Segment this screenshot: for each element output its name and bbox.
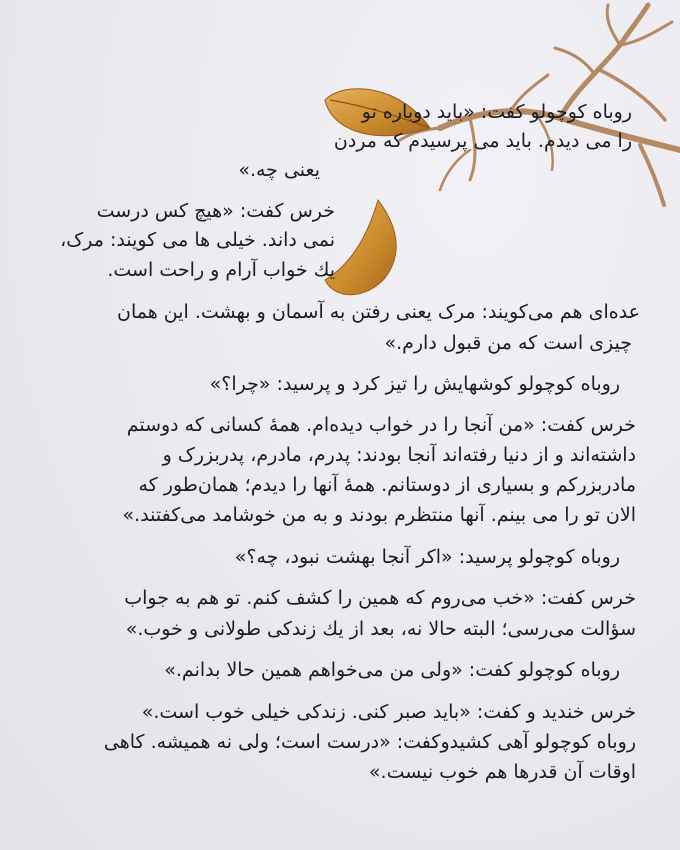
text-line-1: روباه کوچولو کفت: «باید دوباره تو bbox=[361, 101, 632, 123]
text-line-17: روباه کوچولو کفت: «ولی من می‌خواهم همین حالا بدانم.» bbox=[164, 659, 620, 681]
text-line-18: خرس خندید و کفت: «باید صبر کنی. زندکی خیلی خوب است.» bbox=[141, 701, 636, 723]
text-line-9: روباه کوچولو کوشهایش را تیز کرد و پرسید: «چرا؟» bbox=[209, 373, 620, 395]
text-line-10: خرس کفت: «من آنجا را در خواب دیده‌ام. همهٔ کسانی که دوستم bbox=[126, 414, 636, 436]
text-line-2: را می دیدم. باید می پرسیدم که مردن bbox=[333, 130, 632, 152]
text-line-20: اوقات آن قدرها هم خوب نیست.» bbox=[368, 761, 636, 783]
text-line-4: خرس کفت: «هیچ کس درست bbox=[96, 200, 335, 222]
text-line-7: عده‌ای هم می‌کویند: مرک یعنی رفتن به آسمان و بهشت. این همان bbox=[117, 301, 640, 323]
text-line-15: خرس کفت: «خب می‌روم که همین را کشف کنم. تو هم به جواب bbox=[124, 587, 636, 609]
autumn-branch-illustration bbox=[0, 0, 680, 320]
text-line-8: چیزی است که من قبول دارم.» bbox=[384, 332, 632, 354]
text-line-14: روباه کوچولو پرسید: «اکر آنجا بهشت نبود، چه؟» bbox=[234, 546, 620, 568]
text-line-5: نمی داند. خیلی ها می کویند: مرک، bbox=[60, 229, 335, 251]
text-line-6: یك خواب آرام و راحت است. bbox=[107, 259, 335, 281]
text-line-12: مادربزرکم و بسیاری از دوستانم. همهٔ آنها را دیدم؛ همان‌طور که bbox=[138, 474, 636, 496]
text-line-19: روباه کوچولو آهی کشیدوکفت: «درست است؛ ولی نه همیشه. کاهی bbox=[103, 731, 636, 753]
text-line-11: داشته‌اند و از دنیا رفته‌اند آنجا بودند: پدرم، مادرم، پدربزرک و bbox=[162, 444, 636, 466]
text-line-3: یعنی چه.» bbox=[238, 159, 320, 181]
falling-leaf-icon bbox=[325, 200, 396, 295]
text-line-13: الان تو را می بینم. آنها منتظرم بودند و به من خوشامد می‌کفتند.» bbox=[122, 504, 636, 526]
text-line-16: سؤالت می‌رسی؛ البته حالا نه، بعد از یك زندکی طولانی و خوب.» bbox=[125, 618, 636, 640]
